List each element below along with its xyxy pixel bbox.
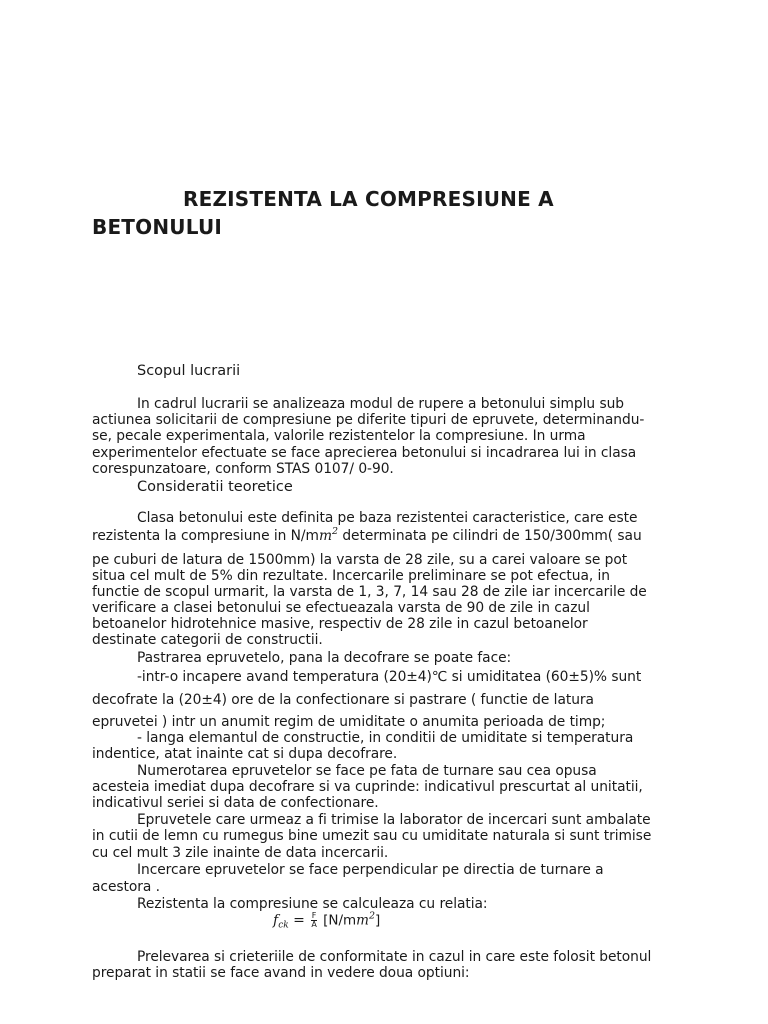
paragraph-line: decofrate la (20±4) ore de la confectionare si pastrare ( functie de latura	[92, 692, 594, 708]
paragraph-line: Rezistenta la compresiune se calculeaza cu relatia:	[137, 896, 488, 912]
paragraph-line: Numerotarea epruvetelor se face pe fata de turnare sau cea opusa	[137, 763, 597, 779]
paragraph-line: actiunea solicitarii de compresiune pe diferite tipuri de epruvete, determinandu-	[92, 412, 645, 428]
paragraph-line: verificare a clasei betonului se efectueazala varsta de 90 de zile in cazul	[92, 600, 590, 616]
paragraph-line: se, pecale experimentala, valorile rezistentelor la compresiune. In urma	[92, 428, 586, 444]
paragraph-line: - langa elemantul de constructie, in conditii de umiditate si temperatura	[137, 730, 634, 746]
section-heading-consideratii: Consideratii teoretice	[137, 479, 293, 495]
formula-fck: $f_{ck}$ = $\frac{F}{A}$ $[N/mm^2]$	[273, 910, 381, 931]
paragraph-line: destinate categorii de constructii.	[92, 632, 323, 648]
paragraph-line: Epruvetele care urmeaz a fi trimise la laborator de incercari sunt ambalate	[137, 812, 651, 828]
paragraph-line: indentice, atat inainte cat si dupa decofrare.	[92, 746, 398, 762]
paragraph-line: betoanelor hidrotehnice masive, respectiv de 28 zile in cazul betoanelor	[92, 616, 588, 632]
paragraph-line: functie de scopul urmarit, la varsta de 1, 3, 7, 14 sau 28 de zile iar incercarile de	[92, 584, 647, 600]
paragraph-line: acesteia imediat dupa decofrare si va cuprinde: indicativul prescurtat al unitatii,	[92, 779, 643, 795]
paragraph-line: cu cel mult 3 zile inainte de data incercarii.	[92, 845, 389, 861]
paragraph-line: pe cuburi de latura de 1500mm) la varsta de 28 zile, su a carei valoare se pot	[92, 552, 628, 568]
paragraph-line: preparat in statii se face avand in vedere doua optiuni:	[92, 965, 470, 981]
paragraph-line: in cutii de lemn cu rumegus bine umezit sau cu umiditate naturala si sunt trimise	[92, 828, 652, 844]
paragraph-line: Clasa betonului este definita pe baza rezistentei caracteristice, care este	[137, 510, 638, 526]
paragraph-line: corespunzatoare, conform STAS 0107/ 0-90.	[92, 461, 394, 477]
paragraph-line: In cadrul lucrarii se analizeaza modul de rupere a betonului simplu sub	[137, 396, 624, 412]
paragraph-line: experimentelor efectuate se face aprecierea betonului si incadrarea lui in clasa	[92, 445, 637, 461]
paragraph-line: epruvetei ) intr un anumit regim de umiditate o anumita perioada de timp;	[92, 714, 606, 730]
document-title-line1: REZISTENTA LA COMPRESIUNE A	[183, 187, 554, 211]
document-title-line2: BETONULUI	[92, 215, 223, 239]
paragraph-line: Pastrarea epruvetelo, pana la decofrare se poate face:	[137, 650, 512, 666]
paragraph-line: -intr-o incapere avand temperatura (20±4)℃ si umiditatea (60±5)% sunt	[137, 669, 642, 685]
paragraph-line-with-unit: rezistenta la compresiune in $N/mm^2$ determinata pe cilindri de 150/300mm( sau	[92, 526, 642, 544]
paragraph-line: situa cel mult de 5% din rezultate. Incercarile preliminare se pot efectua, in	[92, 568, 610, 584]
paragraph-line: Incercare epruvetelor se face perpendicular pe directia de turnare a	[137, 862, 604, 878]
paragraph-line: acestora .	[92, 879, 160, 895]
paragraph-line: indicativul seriei si data de confectionare.	[92, 795, 379, 811]
formula-fraction: $\frac{F}{A}$	[311, 911, 317, 929]
paragraph-line: Prelevarea si crieteriile de conformitate in cazul in care este folosit betonul	[137, 949, 652, 965]
section-heading-scopul: Scopul lucrarii	[137, 363, 241, 379]
